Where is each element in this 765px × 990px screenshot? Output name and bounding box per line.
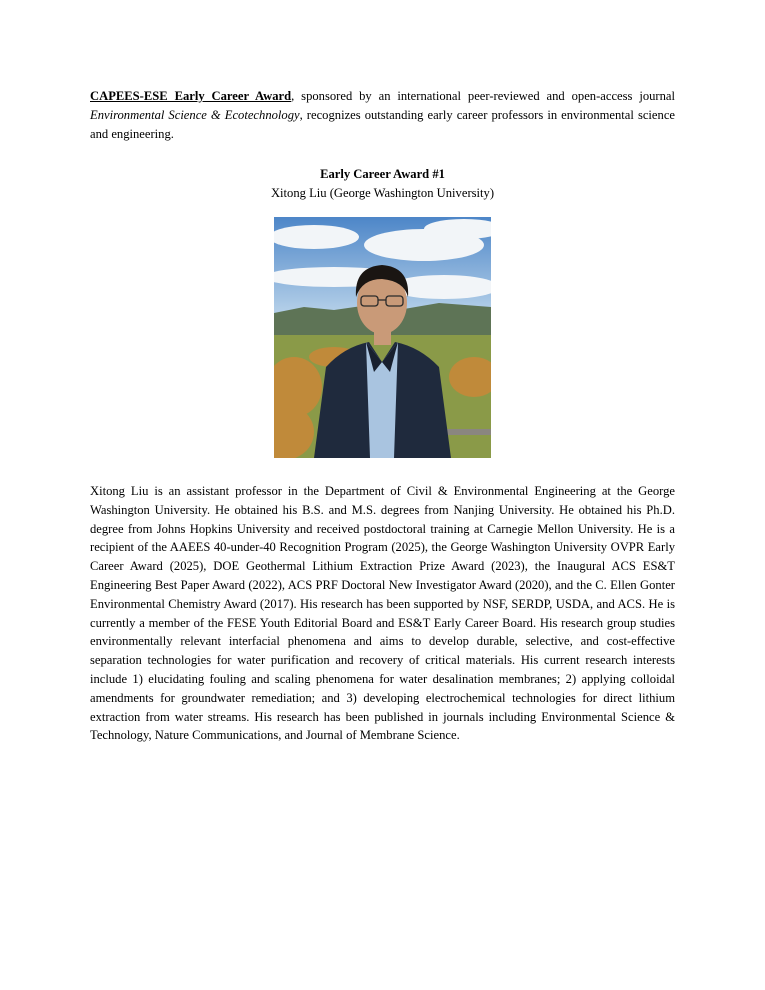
bio-paragraph: Xitong Liu is an assistant professor in the Department of Civil & Environmental Engineering at the George Washington University. He obtained his B.S. and M.S. degrees from Nanjing University. He obtained his Ph.D. degree from Johns Hopkins University and received postdoctoral training at Carnegie Mellon University. He is a recipient of the AAEES 40-under-40 Recognition Program (2025), the George Washington University OVPR Early Career Award (2025), DOE Geothermal Lithium Extraction Prize Award (2023), the Inaugural ACS ES&T Engineering Best Paper Award (2022), ACS PRF Doctoral New Investigator Award (2020), and the C. Ellen Gonter Environmental Chemistry Award (2017). His research has been supported by NSF, SERDP, USDA, and ACS. He is currently a member of the FESE Youth Editorial Board and ES&T Early Career Board. His research group studies environmentally relevant interfacial phenomena and aims to develop durable, selective, and cost-effective separation technologies for water purification and recovery of critical materials. His current research interests include 1) elucidating fouling and scaling phenomena for water desalination membranes; 2) applying colloidal amendments for groundwater remediation; and 3) developing electrochemical technologies for direct lithium extraction from water streams. His research has been published in journals including Environmental Science & Technology, Nature Communications, and Journal of Membrane Science. [90,484,675,743]
document-page [90,87,675,758]
intro-text-part-1: , sponsored by an international peer-reviewed and open-access journal [291,89,675,103]
award-program-name: CAPEES-ESE Early Career Award [90,89,292,103]
journal-name: Environmental Science & Ecotechnology [90,108,300,122]
intro-paragraph [90,87,675,144]
award-title: Early Career Award #1 [320,167,445,181]
award-heading [90,165,675,203]
award-recipient: Xitong Liu (George Washington University) [270,186,495,200]
railing [444,429,491,435]
intro-text-part-2: , recognizes outstanding early career professors in environmental science and engineering. [90,108,675,141]
portrait-photo [274,217,491,458]
